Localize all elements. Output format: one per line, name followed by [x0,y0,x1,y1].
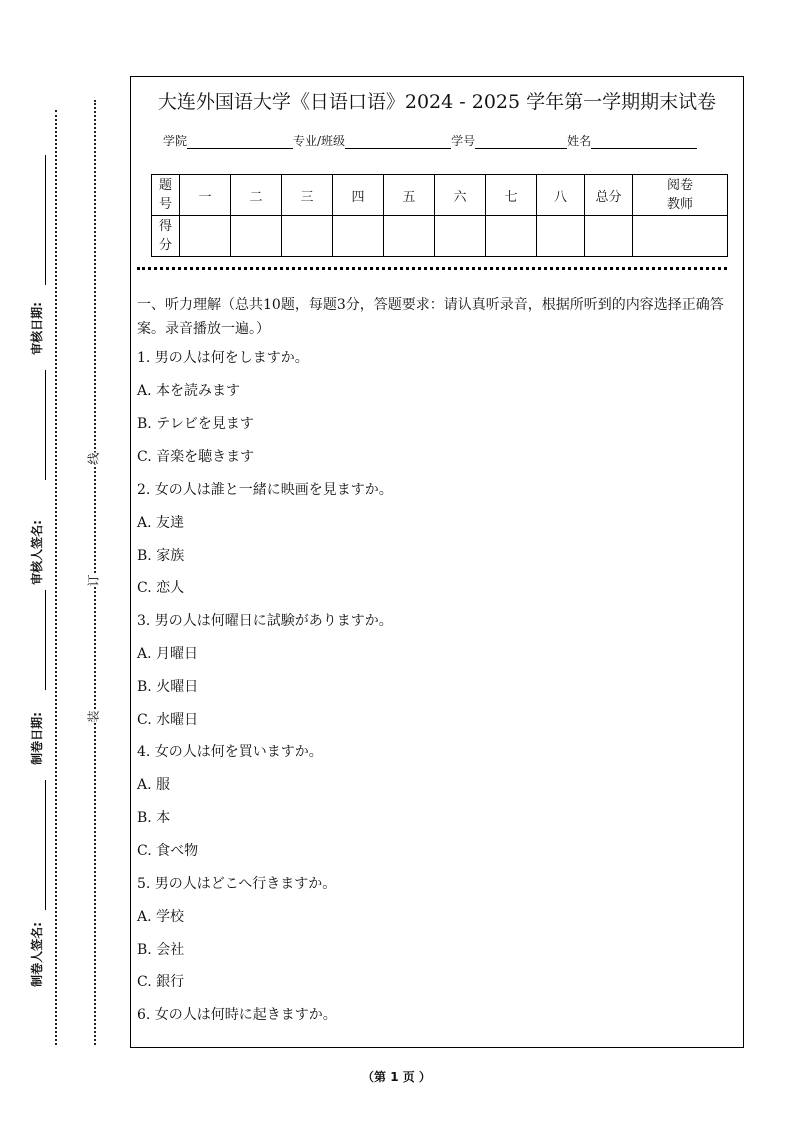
option-text: C. 恋人 [137,580,185,596]
signature-line-4 [45,780,46,910]
page-footer: （第 1 页 ） [362,1070,431,1084]
maker-sign-label: 制卷人签名: [29,922,44,987]
field-college-blank[interactable] [187,136,293,149]
option-text: B. 会社 [137,942,185,958]
row-label-defen: 得 分 [152,216,180,257]
col-total: 总分 [585,175,633,216]
score-cell-6[interactable] [435,216,486,257]
dotted-bind-line-left [55,110,57,1045]
option-text: B. 本 [137,810,171,826]
field-major-label: 专业/班级 [293,134,346,148]
score-cell-8[interactable] [537,216,585,257]
score-table [151,174,728,257]
question-text: 2. 女の人は誰と一緒に映画を見ますか。 [137,482,393,498]
col-7: 七 [486,175,537,216]
option-text: A. 学校 [137,909,185,925]
col-2: 二 [231,175,282,216]
col-4: 四 [333,175,384,216]
score-cell-1[interactable] [180,216,231,257]
signature-line-3 [45,590,46,690]
section-heading: 一、听力理解（总共10题，每题3分，答题要求：请认真听录音，根据所听到的内容选择正确答案。录音播放一遍。） [137,297,724,337]
option-text: C. 食べ物 [137,843,199,859]
field-college-label: 学院 [163,134,188,148]
question-text: 5. 男の人はどこへ行きますか。 [137,876,337,892]
field-name-label: 姓名 [567,134,592,148]
score-cell-2[interactable] [231,216,282,257]
option-text: B. テレビを見ます [137,416,254,432]
option-text: B. 火曜日 [137,679,199,695]
option-text: A. 服 [137,777,171,793]
score-cell-4[interactable] [333,216,384,257]
col-grader: 阅卷 教师 [633,175,728,216]
signature-line-1 [45,155,46,285]
question-text: 4. 女の人は何を買いますか。 [137,744,323,760]
option-text: A. 友達 [137,515,185,531]
reviewer-sign-label: 审核人签名: [29,520,44,585]
col-6: 六 [435,175,486,216]
col-3: 三 [282,175,333,216]
col-1: 一 [180,175,231,216]
score-cell-total[interactable] [585,216,633,257]
question-text: 6. 女の人は何時に起きますか。 [137,1007,337,1023]
option-text: C. 水曜日 [137,712,199,728]
bind-char-zhuang: 装 [86,710,101,723]
option-text: C. 音楽を聴きます [137,449,255,465]
option-text: A. 月曜日 [137,646,199,662]
row-label-tihao: 题 号 [152,175,180,216]
review-date-label: 审核日期: [29,302,44,355]
bind-char-xian: 线 [86,452,101,465]
make-date-label: 制卷日期: [29,712,44,765]
score-cell-5[interactable] [384,216,435,257]
bind-char-ding: 订 [86,574,101,587]
col-5: 五 [384,175,435,216]
score-cell-3[interactable] [282,216,333,257]
score-cell-7[interactable] [486,216,537,257]
dotted-bind-line-right [94,100,96,1045]
student-info-line [163,132,697,149]
dotted-separator [137,267,727,270]
option-text: C. 銀行 [137,974,185,990]
question-text: 1. 男の人は何をしますか。 [137,350,309,366]
question-text: 3. 男の人は何曜日に試験がありますか。 [137,613,393,629]
option-text: A. 本を読みます [137,383,241,399]
exam-title: 大连外国语大学《日语口语》2024 - 2025 学年第一学期期末试卷 [157,91,717,113]
field-id-blank[interactable] [475,136,567,149]
field-id-label: 学号 [451,134,476,148]
col-8: 八 [537,175,585,216]
field-name-blank[interactable] [591,136,697,149]
signature-line-2 [45,370,46,480]
exam-frame [130,76,744,1048]
option-text: B. 家族 [137,548,185,564]
field-major-blank[interactable] [345,136,451,149]
score-cell-grader[interactable] [633,216,728,257]
